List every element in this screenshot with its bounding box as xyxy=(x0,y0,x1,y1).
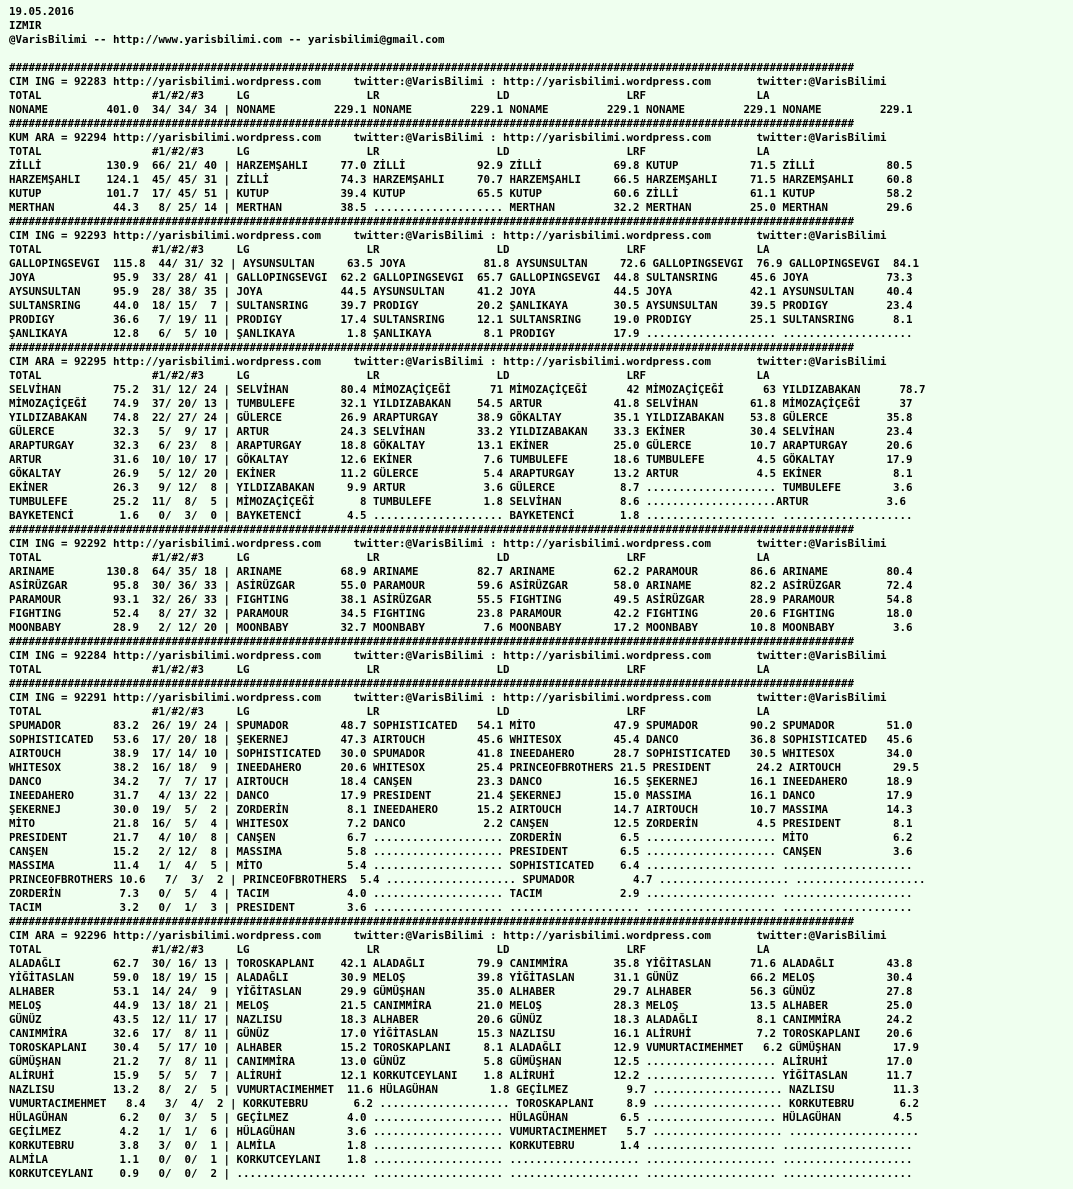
horse-row: MERTHAN 44.3 8/ 25/ 14 | MERTHAN 38.5 .................... MERTHAN 32.2 MERTHAN 25.0 MERTHAN 29.6 xyxy=(9,201,913,214)
horse-row: ŞEKERNEJ 30.0 19/ 5/ 2 | ZORDERİN 8.1 INEEDAHERO 15.2 AIRTOUCH 14.7 AIRTOUCH 10.7 MASSIMA 14.3 xyxy=(9,803,913,816)
race-header: CIM ING = 92284 http://yarisbilimi.wordpress.com twitter:@VarisBilimi : http://yarisbilimi.wordpress.com twitter:@VarisBilimi xyxy=(9,649,887,662)
horse-row: GÜMÜŞHAN 21.2 7/ 8/ 11 | CANIMMİRA 13.0 GÜNÜZ 5.8 GÜMÜŞHAN 12.5 .................... ALİRUHİ 17.0 xyxy=(9,1055,913,1068)
horse-row: VUMURTACIMEHMET 8.4 3/ 4/ 2 | KORKUTEBRU 6.2 .................... TOROSKAPLANI 8.9 .................... KORKUTEBRU 6.2 xyxy=(9,1097,920,1110)
race-header: KUM ARA = 92294 http://yarisbilimi.wordpress.com twitter:@VarisBilimi : http://yarisbilimi.wordpress.com twitter:@VarisBilimi xyxy=(9,131,887,144)
horse-row: MELOŞ 44.9 13/ 18/ 21 | MELOŞ 21.5 CANIMMİRA 21.0 MELOŞ 28.3 MELOŞ 13.5 ALHABER 25.0 xyxy=(9,999,913,1012)
horse-row: TUMBULEFE 25.2 11/ 8/ 5 | MİMOZAÇİÇEĞİ 8 TUMBULEFE 1.8 SELVİHAN 8.6 ....................ARTUR 3.6 xyxy=(9,495,907,508)
race-header: CIM ARA = 92296 http://yarisbilimi.wordpress.com twitter:@VarisBilimi : http://yarisbilimi.wordpress.com twitter:@VarisBilimi xyxy=(9,929,887,942)
horse-row: KORKUTEBRU 3.8 3/ 0/ 1 | ALMİLA 1.8 .................... KORKUTEBRU 1.4 .................... .................... xyxy=(9,1139,913,1152)
horse-row: ALHABER 53.1 14/ 24/ 9 | YİĞİTASLAN 29.9 GÜMÜŞHAN 35.0 ALHABER 29.7 ALHABER 56.3 GÜNÜZ 27.8 xyxy=(9,985,913,998)
report-city: IZMIR xyxy=(9,19,42,32)
horse-row: MASSIMA 11.4 1/ 4/ 5 | MİTO 5.4 .................... SOPHISTICATED 6.4 .................... .................... xyxy=(9,859,913,872)
horse-row: ARTUR 31.6 10/ 10/ 17 | GÖKALTAY 12.6 EKİNER 7.6 TUMBULEFE 18.6 TUMBULEFE 4.5 GÖKALTAY 17.9 xyxy=(9,453,913,466)
column-header: TOTAL #1/#2/#3 LG LR LD LRF LA xyxy=(9,663,770,676)
horse-row: SOPHISTICATED 53.6 17/ 20/ 18 | ŞEKERNEJ 47.3 AIRTOUCH 45.6 WHITESOX 45.4 DANCO 36.8 SOPHISTICATED 45.6 xyxy=(9,733,913,746)
separator-line: ################################################################################################################################## xyxy=(9,61,855,74)
horse-row: KORKUTCEYLANI 0.9 0/ 0/ 2 | .................... .................... .................... .................... .................... xyxy=(9,1167,913,1180)
separator-line: ################################################################################################################################## xyxy=(9,117,855,130)
column-header: TOTAL #1/#2/#3 LG LR LD LRF LA xyxy=(9,145,770,158)
race-header: CIM ING = 92291 http://yarisbilimi.wordpress.com twitter:@VarisBilimi : http://yarisbilimi.wordpress.com twitter:@VarisBilimi xyxy=(9,691,887,704)
column-header: TOTAL #1/#2/#3 LG LR LD LRF LA xyxy=(9,89,770,102)
horse-row: NAZLISU 13.2 8/ 2/ 5 | VUMURTACIMEHMET 11.6 HÜLAGÜHAN 1.8 GEÇİLMEZ 9.7 .................... NAZLISU 11.3 xyxy=(9,1083,920,1096)
horse-row: GALLOPINGSEVGI 115.8 44/ 31/ 32 | AYSUNSULTAN 63.5 JOYA 81.8 AYSUNSULTAN 72.6 GALLOPINGSEVGI 76.9 GALLOPINGSEVGI 84.1 xyxy=(9,257,920,270)
horse-row: WHITESOX 38.2 16/ 18/ 9 | INEEDAHERO 20.6 WHITESOX 25.4 PRINCEOFBROTHERS 21.5 PRESIDENT 24.2 AIRTOUCH 29.5 xyxy=(9,761,920,774)
horse-row: INEEDAHERO 31.7 4/ 13/ 22 | DANCO 17.9 PRESIDENT 21.4 ŞEKERNEJ 15.0 MASSIMA 16.1 DANCO 17.9 xyxy=(9,789,913,802)
horse-row: FIGHTING 52.4 8/ 27/ 32 | PARAMOUR 34.5 FIGHTING 23.8 PARAMOUR 42.2 FIGHTING 20.6 FIGHTING 18.0 xyxy=(9,607,913,620)
horse-row: ARINAME 130.8 64/ 35/ 18 | ARINAME 68.9 ARINAME 82.7 ARINAME 62.2 PARAMOUR 86.6 ARINAME 80.4 xyxy=(9,565,913,578)
horse-row: NONAME 401.0 34/ 34/ 34 | NONAME 229.1 NONAME 229.1 NONAME 229.1 NONAME 229.1 NONAME 229.1 xyxy=(9,103,913,116)
horse-row: AIRTOUCH 38.9 17/ 14/ 10 | SOPHISTICATED 30.0 SPUMADOR 41.8 INEEDAHERO 28.7 SOPHISTICATED 30.5 WHITESOX 34.0 xyxy=(9,747,913,760)
horse-row: ALMİLA 1.1 0/ 0/ 1 | KORKUTCEYLANI 1.8 .................... .................... .................... .................... xyxy=(9,1153,913,1166)
horse-row: GÜLERCE 32.3 5/ 9/ 17 | ARTUR 24.3 SELVİHAN 33.2 YILDIZABAKAN 33.3 EKİNER 30.4 SELVİHAN 23.4 xyxy=(9,425,913,438)
horse-row: ALİRUHİ 15.9 5/ 5/ 7 | ALİRUHİ 12.1 KORKUTCEYLANI 1.8 ALİRUHİ 12.2 .................... YİĞİTASLAN 11.7 xyxy=(9,1069,913,1082)
separator-line: ################################################################################################################################## xyxy=(9,635,855,648)
horse-row: CANŞEN 15.2 2/ 12/ 8 | MASSIMA 5.8 .................... PRESIDENT 6.5 .................... CANŞEN 3.6 xyxy=(9,845,913,858)
report-contact: @VarisBilimi -- http://www.yarisbilimi.com -- yarisbilimi@gmail.com xyxy=(9,33,445,46)
column-header: TOTAL #1/#2/#3 LG LR LD LRF LA xyxy=(9,369,770,382)
column-header: TOTAL #1/#2/#3 LG LR LD LRF LA xyxy=(9,551,770,564)
race-header: CIM ING = 92293 http://yarisbilimi.wordpress.com twitter:@VarisBilimi : http://yarisbilimi.wordpress.com twitter:@VarisBilimi xyxy=(9,229,887,242)
separator-line: ################################################################################################################################## xyxy=(9,341,855,354)
horse-row: AYSUNSULTAN 95.9 28/ 38/ 35 | JOYA 44.5 AYSUNSULTAN 41.2 JOYA 44.5 JOYA 42.1 AYSUNSULTAN 40.4 xyxy=(9,285,913,298)
separator-line: ################################################################################################################################## xyxy=(9,677,855,690)
horse-row: HARZEMŞAHLI 124.1 45/ 45/ 31 | ZİLLİ 74.3 HARZEMŞAHLI 70.7 HARZEMŞAHLI 66.5 HARZEMŞAHLI 71.5 HARZEMŞAHLI 60.8 xyxy=(9,173,913,186)
horse-row: TACIM 3.2 0/ 1/ 3 | PRESIDENT 3.6 .................... .................... .................... .................... xyxy=(9,901,913,914)
horse-row: YİĞİTASLAN 59.0 18/ 19/ 15 | ALADAĞLI 30.9 MELOŞ 39.8 YİĞİTASLAN 31.1 GÜNÜZ 66.2 MELOŞ 30.4 xyxy=(9,971,913,984)
horse-row: ŞANLIKAYA 12.8 6/ 5/ 10 | ŞANLIKAYA 1.8 ŞANLIKAYA 8.1 PRODIGY 17.9 .................... .................... xyxy=(9,327,913,340)
separator-line: ################################################################################################################################## xyxy=(9,523,855,536)
horse-row: ASİRÜZGAR 95.8 30/ 36/ 33 | ASİRÜZGAR 55.0 PARAMOUR 59.6 ASİRÜZGAR 58.0 ARINAME 82.2 ASİRÜZGAR 72.4 xyxy=(9,579,913,592)
horse-row: ZORDERİN 7.3 0/ 5/ 4 | TACIM 4.0 .................... TACIM 2.9 .................... .................... xyxy=(9,887,913,900)
column-header: TOTAL #1/#2/#3 LG LR LD LRF LA xyxy=(9,943,770,956)
separator-line: ################################################################################################################################## xyxy=(9,915,855,928)
horse-row: HÜLAGÜHAN 6.2 0/ 3/ 5 | GEÇİLMEZ 4.0 .................... HÜLAGÜHAN 6.5 .................... HÜLAGÜHAN 4.5 xyxy=(9,1111,913,1124)
horse-row: SPUMADOR 83.2 26/ 19/ 24 | SPUMADOR 48.7 SOPHISTICATED 54.1 MİTO 47.9 SPUMADOR 90.2 SPUMADOR 51.0 xyxy=(9,719,913,732)
horse-row: DANCO 34.2 7/ 7/ 17 | AIRTOUCH 18.4 CANŞEN 23.3 DANCO 16.5 ŞEKERNEJ 16.1 INEEDAHERO 18.9 xyxy=(9,775,913,788)
horse-row: TOROSKAPLANI 30.4 5/ 17/ 10 | ALHABER 15.2 TOROSKAPLANI 8.1 ALADAĞLI 12.9 VUMURTACIMEHMET 6.2 GÜMÜŞHAN 17.9 xyxy=(9,1041,920,1054)
horse-row: GÜNÜZ 43.5 12/ 11/ 17 | NAZLISU 18.3 ALHABER 20.6 GÜNÜZ 18.3 ALADAĞLI 8.1 CANIMMİRA 24.2 xyxy=(9,1013,913,1026)
text-report xyxy=(9,5,926,1181)
horse-row: PARAMOUR 93.1 32/ 26/ 33 | FIGHTING 38.1 ASİRÜZGAR 55.5 FIGHTING 49.5 ASİRÜZGAR 28.9 PARAMOUR 54.8 xyxy=(9,593,913,606)
horse-row: KUTUP 101.7 17/ 45/ 51 | KUTUP 39.4 KUTUP 65.5 KUTUP 60.6 ZİLLİ 61.1 KUTUP 58.2 xyxy=(9,187,913,200)
horse-row: BAYKETENCİ 1.6 0/ 3/ 0 | BAYKETENCİ 4.5 .................... BAYKETENCİ 1.8 .................... .................... xyxy=(9,509,913,522)
horse-row: PRINCEOFBROTHERS 10.6 7/ 3/ 2 | PRINCEOFBROTHERS 5.4 .................... SPUMADOR 4.7 .................... .................... xyxy=(9,873,926,886)
horse-row: MİTO 21.8 16/ 5/ 4 | WHITESOX 7.2 DANCO 2.2 CANŞEN 12.5 ZORDERİN 4.5 PRESIDENT 8.1 xyxy=(9,817,913,830)
horse-row: ALADAĞLI 62.7 30/ 16/ 13 | TOROSKAPLANI 42.1 ALADAĞLI 79.9 CANIMMİRA 35.8 YİĞİTASLAN 71.6 ALADAĞLI 43.8 xyxy=(9,957,913,970)
column-header: TOTAL #1/#2/#3 LG LR LD LRF LA xyxy=(9,243,770,256)
report-date: 19.05.2016 xyxy=(9,5,75,18)
horse-row: ARAPTURGAY 32.3 6/ 23/ 8 | ARAPTURGAY 18.8 GÖKALTAY 13.1 EKİNER 25.0 GÜLERCE 10.7 ARAPTURGAY 20.6 xyxy=(9,439,913,452)
horse-row: JOYA 95.9 33/ 28/ 41 | GALLOPINGSEVGI 62.2 GALLOPINGSEVGI 65.7 GALLOPINGSEVGI 44.8 SULTANSRING 45.6 JOYA 73.3 xyxy=(9,271,913,284)
horse-row: MOONBABY 28.9 2/ 12/ 20 | MOONBABY 32.7 MOONBABY 7.6 MOONBABY 17.2 MOONBABY 10.8 MOONBABY 3.6 xyxy=(9,621,913,634)
horse-row: EKİNER 26.3 9/ 12/ 8 | YILDIZABAKAN 9.9 ARTUR 3.6 GÜLERCE 8.7 .................... TUMBULEFE 3.6 xyxy=(9,481,913,494)
horse-row: CANIMMİRA 32.6 17/ 8/ 11 | GÜNÜZ 17.0 YİĞİTASLAN 15.3 NAZLISU 16.1 ALİRUHİ 7.2 TOROSKAPLANI 20.6 xyxy=(9,1027,913,1040)
horse-row: SULTANSRING 44.0 18/ 15/ 7 | SULTANSRING 39.7 PRODIGY 20.2 ŞANLIKAYA 30.5 AYSUNSULTAN 39.5 PRODIGY 23.4 xyxy=(9,299,913,312)
separator-line: ################################################################################################################################## xyxy=(9,215,855,228)
horse-row: PRESIDENT 21.7 4/ 10/ 8 | CANŞEN 6.7 .................... ZORDERİN 6.5 .................... MİTO 6.2 xyxy=(9,831,913,844)
horse-row: SELVİHAN 75.2 31/ 12/ 24 | SELVİHAN 80.4 MİMOZAÇİÇEĞİ 71 MİMOZAÇİÇEĞİ 42 MİMOZAÇİÇEĞİ 63 YILDIZABAKAN 78.7 xyxy=(9,383,926,396)
horse-row: YILDIZABAKAN 74.8 22/ 27/ 24 | GÜLERCE 26.9 ARAPTURGAY 38.9 GÖKALTAY 35.1 YILDIZABAKAN 53.8 GÜLERCE 35.8 xyxy=(9,411,913,424)
horse-row: GEÇİLMEZ 4.2 1/ 1/ 6 | HÜLAGÜHAN 3.6 .................... VUMURTACIMEHMET 5.7 .................... .................... xyxy=(9,1125,920,1138)
column-header: TOTAL #1/#2/#3 LG LR LD LRF LA xyxy=(9,705,770,718)
horse-row: ZİLLİ 130.9 66/ 21/ 40 | HARZEMŞAHLI 77.0 ZİLLİ 92.9 ZİLLİ 69.8 KUTUP 71.5 ZİLLİ 80.5 xyxy=(9,159,913,172)
horse-row: GÖKALTAY 26.9 5/ 12/ 20 | EKİNER 11.2 GÜLERCE 5.4 ARAPTURGAY 13.2 ARTUR 4.5 EKİNER 8.1 xyxy=(9,467,913,480)
race-header: CIM ARA = 92295 http://yarisbilimi.wordpress.com twitter:@VarisBilimi : http://yarisbilimi.wordpress.com twitter:@VarisBilimi xyxy=(9,355,887,368)
horse-row: MİMOZAÇİÇEĞİ 74.9 37/ 20/ 13 | TUMBULEFE 32.1 YILDIZABAKAN 54.5 ARTUR 41.8 SELVİHAN 61.8 MİMOZAÇİÇEĞİ 37 xyxy=(9,397,913,410)
race-header: CIM ING = 92283 http://yarisbilimi.wordpress.com twitter:@VarisBilimi : http://yarisbilimi.wordpress.com twitter:@VarisBilimi xyxy=(9,75,887,88)
race-header: CIM ING = 92292 http://yarisbilimi.wordpress.com twitter:@VarisBilimi : http://yarisbilimi.wordpress.com twitter:@VarisBilimi xyxy=(9,537,887,550)
blank-line xyxy=(9,47,926,61)
horse-row: PRODIGY 36.6 7/ 19/ 11 | PRODIGY 17.4 SULTANSRING 12.1 SULTANSRING 19.0 PRODIGY 25.1 SULTANSRING 8.1 xyxy=(9,313,913,326)
